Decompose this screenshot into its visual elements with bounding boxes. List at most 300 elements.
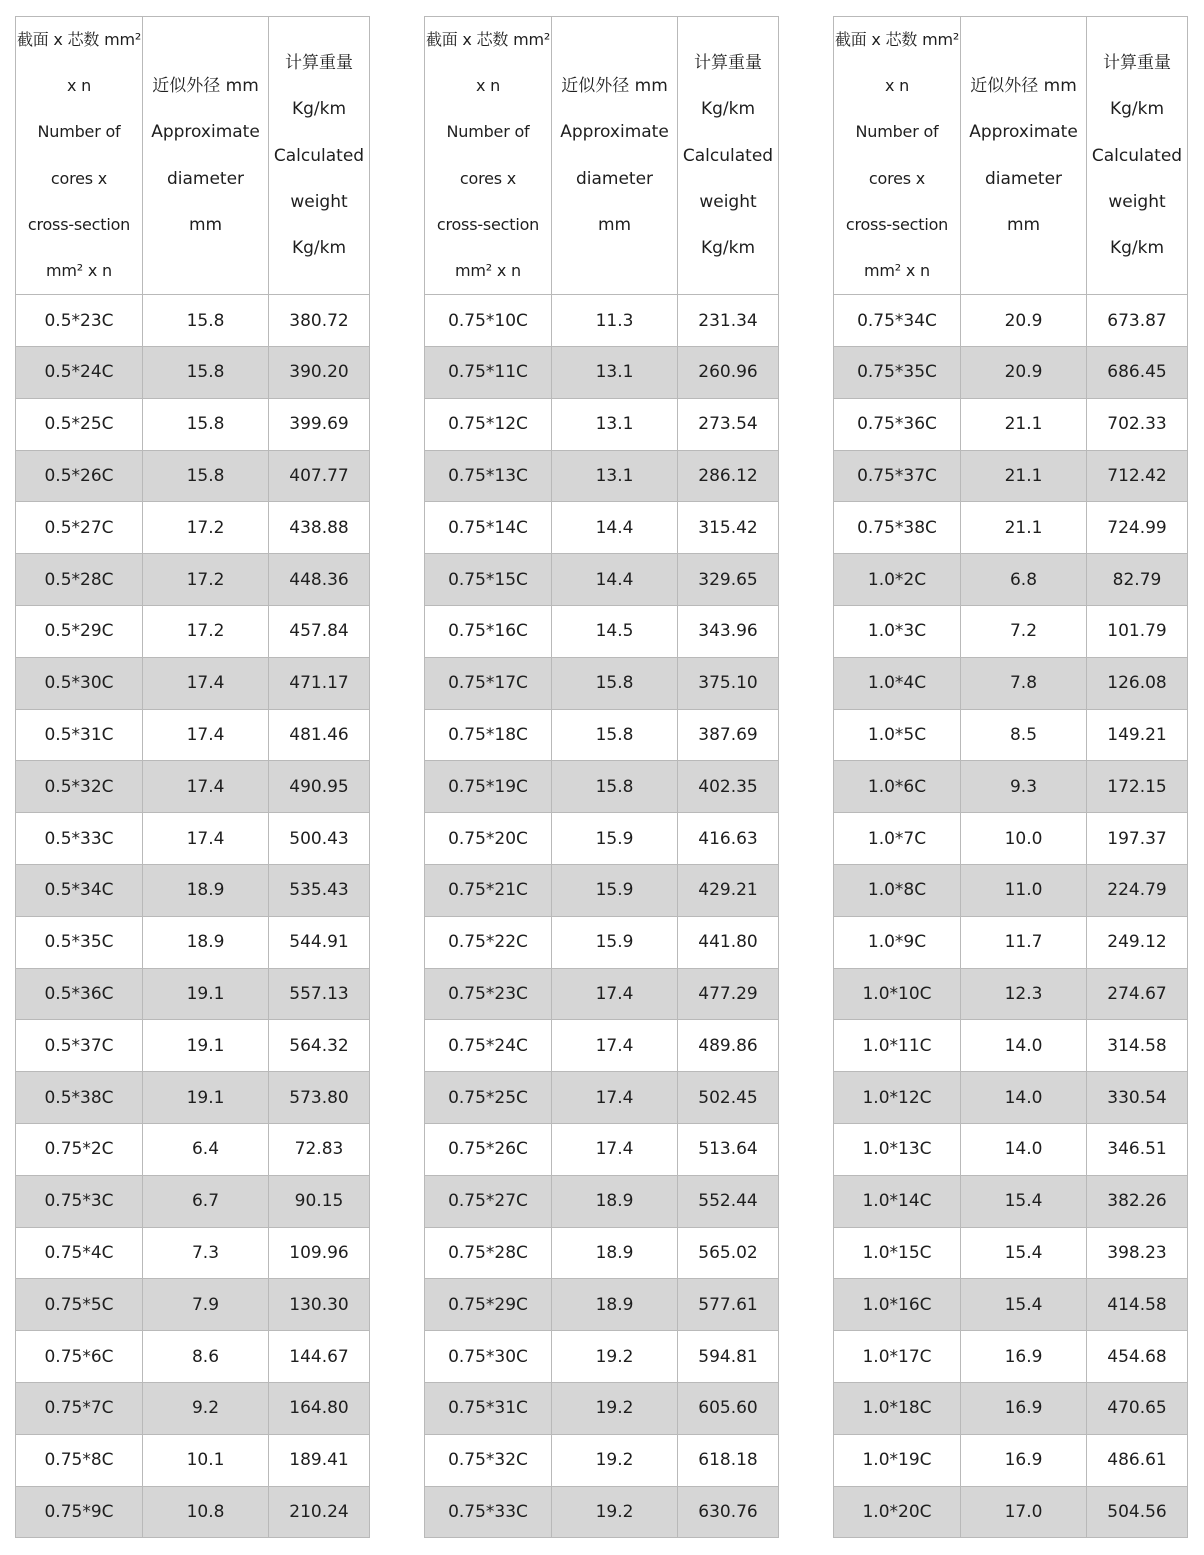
table-row [834, 347, 1188, 399]
header-row [834, 17, 1188, 295]
cell-diameter: 14.4 [552, 502, 678, 554]
cell-weight: 605.60 [678, 1382, 779, 1434]
cell-cross-section: 0.5*38C [16, 1072, 143, 1124]
cell-weight: 273.54 [678, 398, 779, 450]
cell-diameter: 19.2 [552, 1434, 678, 1486]
cell-weight: 454.68 [1087, 1331, 1188, 1383]
table-row [834, 502, 1188, 554]
table-row [834, 1382, 1188, 1434]
cell-diameter: 16.9 [961, 1382, 1087, 1434]
cell-weight: 286.12 [678, 450, 779, 502]
cell-weight: 390.20 [269, 347, 370, 399]
cell-diameter: 18.9 [552, 1227, 678, 1279]
cell-weight: 686.45 [1087, 347, 1188, 399]
cell-weight: 557.13 [269, 968, 370, 1020]
cell-cross-section: 0.75*34C [834, 295, 961, 347]
header-weight: 计算重量 Kg/km Calculated weight Kg/km [1087, 17, 1188, 295]
cell-cross-section: 0.5*29C [16, 606, 143, 658]
table-row [834, 1434, 1188, 1486]
cell-weight: 471.17 [269, 657, 370, 709]
table-row [425, 1123, 779, 1175]
table-row [834, 295, 1188, 347]
cell-weight: 618.18 [678, 1434, 779, 1486]
table-row [16, 1486, 370, 1538]
header-row [16, 17, 370, 295]
cell-diameter: 19.2 [552, 1382, 678, 1434]
cell-cross-section: 0.5*37C [16, 1020, 143, 1072]
cell-weight: 552.44 [678, 1175, 779, 1227]
cell-weight: 126.08 [1087, 657, 1188, 709]
cell-diameter: 19.1 [143, 1072, 269, 1124]
cell-diameter: 17.4 [552, 1123, 678, 1175]
table-row [425, 1279, 779, 1331]
cell-weight: 702.33 [1087, 398, 1188, 450]
table-row [16, 295, 370, 347]
cell-diameter: 15.8 [143, 295, 269, 347]
header-cross-section: 截面 x 芯数 mm² x n Number of cores x cross-section mm² x n [425, 17, 552, 295]
cell-cross-section: 1.0*7C [834, 813, 961, 865]
cell-weight: 399.69 [269, 398, 370, 450]
cell-diameter: 20.9 [961, 347, 1087, 399]
table-row [834, 1072, 1188, 1124]
cell-weight: 398.23 [1087, 1227, 1188, 1279]
table-row [834, 1175, 1188, 1227]
cell-cross-section: 0.75*36C [834, 398, 961, 450]
table-row [16, 502, 370, 554]
cell-cross-section: 0.75*20C [425, 813, 552, 865]
cell-diameter: 15.4 [961, 1175, 1087, 1227]
cell-cross-section: 0.75*24C [425, 1020, 552, 1072]
cell-diameter: 14.0 [961, 1072, 1087, 1124]
table-row [425, 657, 779, 709]
cell-cross-section: 0.75*19C [425, 761, 552, 813]
cell-cross-section: 0.5*24C [16, 347, 143, 399]
cell-cross-section: 0.75*29C [425, 1279, 552, 1331]
cell-cross-section: 0.5*23C [16, 295, 143, 347]
cell-weight: 470.65 [1087, 1382, 1188, 1434]
cell-diameter: 17.0 [961, 1486, 1087, 1538]
cell-weight: 416.63 [678, 813, 779, 865]
cell-diameter: 18.9 [552, 1279, 678, 1331]
cell-diameter: 15.9 [552, 916, 678, 968]
cell-diameter: 14.0 [961, 1123, 1087, 1175]
cell-cross-section: 0.75*3C [16, 1175, 143, 1227]
cell-weight: 544.91 [269, 916, 370, 968]
cell-weight: 477.29 [678, 968, 779, 1020]
cell-cross-section: 1.0*5C [834, 709, 961, 761]
cell-cross-section: 0.75*9C [16, 1486, 143, 1538]
cell-cross-section: 0.5*26C [16, 450, 143, 502]
cell-weight: 564.32 [269, 1020, 370, 1072]
cell-weight: 210.24 [269, 1486, 370, 1538]
table-row [16, 398, 370, 450]
cell-diameter: 7.9 [143, 1279, 269, 1331]
cell-diameter: 15.8 [143, 398, 269, 450]
cable-spec-table-2 [424, 16, 779, 1538]
cell-diameter: 19.1 [143, 968, 269, 1020]
header-cross-section: 截面 x 芯数 mm² x n Number of cores x cross-section mm² x n [834, 17, 961, 295]
cell-cross-section: 0.75*11C [425, 347, 552, 399]
table-row [834, 1486, 1188, 1538]
table-row [16, 1072, 370, 1124]
table-row [16, 813, 370, 865]
cell-cross-section: 0.75*38C [834, 502, 961, 554]
cell-diameter: 13.1 [552, 450, 678, 502]
cell-diameter: 7.2 [961, 606, 1087, 658]
table-row [425, 450, 779, 502]
cell-weight: 346.51 [1087, 1123, 1188, 1175]
table-row [16, 1123, 370, 1175]
cell-weight: 438.88 [269, 502, 370, 554]
header-weight: 计算重量 Kg/km Calculated weight Kg/km [678, 17, 779, 295]
table-row [425, 295, 779, 347]
cell-cross-section: 1.0*9C [834, 916, 961, 968]
cell-weight: 414.58 [1087, 1279, 1188, 1331]
cell-diameter: 9.3 [961, 761, 1087, 813]
cell-diameter: 18.9 [552, 1175, 678, 1227]
table-row [834, 709, 1188, 761]
cell-cross-section: 0.75*33C [425, 1486, 552, 1538]
cell-weight: 109.96 [269, 1227, 370, 1279]
cell-diameter: 15.9 [552, 813, 678, 865]
table-row [425, 1227, 779, 1279]
table-row [425, 606, 779, 658]
cell-cross-section: 1.0*19C [834, 1434, 961, 1486]
cell-weight: 164.80 [269, 1382, 370, 1434]
table-row [834, 1227, 1188, 1279]
table-row [834, 761, 1188, 813]
table-row [425, 1331, 779, 1383]
cell-diameter: 11.3 [552, 295, 678, 347]
cell-weight: 457.84 [269, 606, 370, 658]
cell-diameter: 15.4 [961, 1227, 1087, 1279]
cell-weight: 130.30 [269, 1279, 370, 1331]
cell-diameter: 17.4 [552, 968, 678, 1020]
table-row [16, 1227, 370, 1279]
table-row [16, 1434, 370, 1486]
cell-diameter: 6.8 [961, 554, 1087, 606]
cell-diameter: 21.1 [961, 502, 1087, 554]
cell-cross-section: 0.75*23C [425, 968, 552, 1020]
table-row [16, 1382, 370, 1434]
cell-cross-section: 1.0*16C [834, 1279, 961, 1331]
table-row [834, 657, 1188, 709]
cell-cross-section: 0.75*2C [16, 1123, 143, 1175]
cell-diameter: 8.6 [143, 1331, 269, 1383]
table-row [16, 347, 370, 399]
cell-weight: 329.65 [678, 554, 779, 606]
table-row [16, 1020, 370, 1072]
cell-weight: 172.15 [1087, 761, 1188, 813]
cell-weight: 441.80 [678, 916, 779, 968]
cell-diameter: 13.1 [552, 347, 678, 399]
cell-weight: 382.26 [1087, 1175, 1188, 1227]
cell-cross-section: 0.75*15C [425, 554, 552, 606]
table-row [425, 916, 779, 968]
cell-diameter: 17.2 [143, 606, 269, 658]
table-row [16, 1279, 370, 1331]
table-row [425, 709, 779, 761]
table-row [425, 1434, 779, 1486]
table-row [834, 1279, 1188, 1331]
table-row [425, 398, 779, 450]
cell-weight: 189.41 [269, 1434, 370, 1486]
cell-diameter: 19.1 [143, 1020, 269, 1072]
cell-diameter: 15.8 [143, 450, 269, 502]
cell-weight: 573.80 [269, 1072, 370, 1124]
table-row [16, 864, 370, 916]
cell-weight: 565.02 [678, 1227, 779, 1279]
cell-cross-section: 0.75*5C [16, 1279, 143, 1331]
cell-cross-section: 0.75*4C [16, 1227, 143, 1279]
cell-cross-section: 0.75*27C [425, 1175, 552, 1227]
cell-diameter: 13.1 [552, 398, 678, 450]
cell-cross-section: 1.0*15C [834, 1227, 961, 1279]
cell-weight: 724.99 [1087, 502, 1188, 554]
cell-cross-section: 1.0*17C [834, 1331, 961, 1383]
cell-cross-section: 1.0*20C [834, 1486, 961, 1538]
table-row [425, 1486, 779, 1538]
cell-diameter: 18.9 [143, 864, 269, 916]
cell-cross-section: 1.0*11C [834, 1020, 961, 1072]
cell-cross-section: 1.0*8C [834, 864, 961, 916]
cell-weight: 407.77 [269, 450, 370, 502]
table-row [16, 1331, 370, 1383]
cell-cross-section: 0.75*21C [425, 864, 552, 916]
table-row [834, 450, 1188, 502]
cell-diameter: 10.8 [143, 1486, 269, 1538]
cell-cross-section: 0.75*37C [834, 450, 961, 502]
cell-diameter: 17.2 [143, 554, 269, 606]
cell-weight: 387.69 [678, 709, 779, 761]
cell-cross-section: 0.5*31C [16, 709, 143, 761]
cell-diameter: 9.2 [143, 1382, 269, 1434]
table-row [834, 968, 1188, 1020]
table-row [425, 1072, 779, 1124]
header-diameter: 近似外径 mm Approximate diameter mm [143, 17, 269, 295]
cell-weight: 712.42 [1087, 450, 1188, 502]
cell-weight: 673.87 [1087, 295, 1188, 347]
cell-weight: 402.35 [678, 761, 779, 813]
cell-cross-section: 0.5*32C [16, 761, 143, 813]
cell-weight: 330.54 [1087, 1072, 1188, 1124]
table-row [834, 1123, 1188, 1175]
cell-diameter: 14.5 [552, 606, 678, 658]
cell-cross-section: 0.5*27C [16, 502, 143, 554]
cell-weight: 429.21 [678, 864, 779, 916]
cell-diameter: 14.0 [961, 1020, 1087, 1072]
cell-diameter: 17.2 [143, 502, 269, 554]
cell-weight: 375.10 [678, 657, 779, 709]
table-row [425, 1382, 779, 1434]
cell-cross-section: 0.75*10C [425, 295, 552, 347]
cell-cross-section: 1.0*13C [834, 1123, 961, 1175]
cell-weight: 101.79 [1087, 606, 1188, 658]
cell-weight: 504.56 [1087, 1486, 1188, 1538]
cell-diameter: 17.4 [552, 1072, 678, 1124]
cell-cross-section: 0.75*31C [425, 1382, 552, 1434]
cell-weight: 481.46 [269, 709, 370, 761]
cell-cross-section: 1.0*10C [834, 968, 961, 1020]
table-row [425, 1020, 779, 1072]
cell-cross-section: 0.5*36C [16, 968, 143, 1020]
cell-diameter: 18.9 [143, 916, 269, 968]
cell-diameter: 17.4 [143, 657, 269, 709]
cell-cross-section: 0.75*8C [16, 1434, 143, 1486]
cell-cross-section: 0.5*25C [16, 398, 143, 450]
cell-cross-section: 0.75*6C [16, 1331, 143, 1383]
cell-diameter: 17.4 [552, 1020, 678, 1072]
cell-weight: 90.15 [269, 1175, 370, 1227]
cell-diameter: 11.0 [961, 864, 1087, 916]
cell-weight: 149.21 [1087, 709, 1188, 761]
cell-diameter: 12.3 [961, 968, 1087, 1020]
cell-diameter: 17.4 [143, 709, 269, 761]
cell-diameter: 7.8 [961, 657, 1087, 709]
table-row [16, 761, 370, 813]
cell-weight: 486.61 [1087, 1434, 1188, 1486]
cell-diameter: 8.5 [961, 709, 1087, 761]
cell-cross-section: 0.75*25C [425, 1072, 552, 1124]
cell-cross-section: 0.75*26C [425, 1123, 552, 1175]
cell-weight: 72.83 [269, 1123, 370, 1175]
cell-cross-section: 0.75*12C [425, 398, 552, 450]
cell-cross-section: 0.75*16C [425, 606, 552, 658]
table-row [16, 606, 370, 658]
cell-cross-section: 0.75*32C [425, 1434, 552, 1486]
cell-diameter: 6.7 [143, 1175, 269, 1227]
table-row [834, 1020, 1188, 1072]
cell-weight: 380.72 [269, 295, 370, 347]
cell-weight: 274.67 [1087, 968, 1188, 1020]
cell-weight: 260.96 [678, 347, 779, 399]
cell-cross-section: 0.75*35C [834, 347, 961, 399]
cell-diameter: 15.8 [552, 657, 678, 709]
cell-diameter: 10.0 [961, 813, 1087, 865]
cell-diameter: 15.4 [961, 1279, 1087, 1331]
table-row [425, 813, 779, 865]
cell-cross-section: 0.5*35C [16, 916, 143, 968]
cell-cross-section: 1.0*18C [834, 1382, 961, 1434]
header-diameter: 近似外径 mm Approximate diameter mm [961, 17, 1087, 295]
cell-weight: 249.12 [1087, 916, 1188, 968]
cell-cross-section: 0.5*28C [16, 554, 143, 606]
cell-diameter: 7.3 [143, 1227, 269, 1279]
cell-diameter: 19.2 [552, 1486, 678, 1538]
cell-diameter: 10.1 [143, 1434, 269, 1486]
cell-weight: 343.96 [678, 606, 779, 658]
cell-diameter: 17.4 [143, 813, 269, 865]
table-row [16, 450, 370, 502]
cell-cross-section: 0.75*13C [425, 450, 552, 502]
cell-weight: 500.43 [269, 813, 370, 865]
cell-diameter: 15.8 [552, 709, 678, 761]
cell-cross-section: 0.75*7C [16, 1382, 143, 1434]
cell-cross-section: 0.75*18C [425, 709, 552, 761]
table-row [16, 657, 370, 709]
cable-spec-table-3 [833, 16, 1188, 1538]
cell-weight: 314.58 [1087, 1020, 1188, 1072]
cell-diameter: 21.1 [961, 398, 1087, 450]
cell-cross-section: 1.0*4C [834, 657, 961, 709]
cell-cross-section: 1.0*6C [834, 761, 961, 813]
cell-diameter: 19.2 [552, 1331, 678, 1383]
cell-diameter: 14.4 [552, 554, 678, 606]
cell-diameter: 21.1 [961, 450, 1087, 502]
cell-weight: 513.64 [678, 1123, 779, 1175]
cell-weight: 144.67 [269, 1331, 370, 1383]
cell-cross-section: 0.75*30C [425, 1331, 552, 1383]
cell-weight: 231.34 [678, 295, 779, 347]
table-row [425, 347, 779, 399]
cell-weight: 594.81 [678, 1331, 779, 1383]
cell-weight: 630.76 [678, 1486, 779, 1538]
cell-weight: 535.43 [269, 864, 370, 916]
cell-weight: 197.37 [1087, 813, 1188, 865]
cell-cross-section: 0.75*28C [425, 1227, 552, 1279]
table-row [425, 502, 779, 554]
cell-cross-section: 0.75*17C [425, 657, 552, 709]
cell-weight: 448.36 [269, 554, 370, 606]
cell-weight: 82.79 [1087, 554, 1188, 606]
header-cross-section: 截面 x 芯数 mm² x n Number of cores x cross-section mm² x n [16, 17, 143, 295]
table-row [425, 554, 779, 606]
table-row [834, 398, 1188, 450]
cell-diameter: 11.7 [961, 916, 1087, 968]
cell-diameter: 15.8 [552, 761, 678, 813]
cell-weight: 224.79 [1087, 864, 1188, 916]
cell-diameter: 17.4 [143, 761, 269, 813]
cell-diameter: 15.8 [143, 347, 269, 399]
header-row [425, 17, 779, 295]
table-row [834, 606, 1188, 658]
table-row [16, 916, 370, 968]
cable-spec-table-1 [15, 16, 370, 1538]
cell-cross-section: 1.0*12C [834, 1072, 961, 1124]
cell-cross-section: 0.75*22C [425, 916, 552, 968]
table-row [425, 864, 779, 916]
table-row [425, 968, 779, 1020]
table-row [834, 916, 1188, 968]
table-row [834, 813, 1188, 865]
cell-diameter: 16.9 [961, 1331, 1087, 1383]
table-row [16, 1175, 370, 1227]
cell-diameter: 6.4 [143, 1123, 269, 1175]
table-row [425, 761, 779, 813]
cell-weight: 577.61 [678, 1279, 779, 1331]
cell-diameter: 16.9 [961, 1434, 1087, 1486]
cell-cross-section: 0.5*34C [16, 864, 143, 916]
cell-weight: 490.95 [269, 761, 370, 813]
cell-cross-section: 1.0*3C [834, 606, 961, 658]
table-row [16, 709, 370, 761]
cell-diameter: 15.9 [552, 864, 678, 916]
cell-cross-section: 0.5*33C [16, 813, 143, 865]
table-row [834, 864, 1188, 916]
table-row [16, 554, 370, 606]
table-row [834, 554, 1188, 606]
header-diameter: 近似外径 mm Approximate diameter mm [552, 17, 678, 295]
table-row [425, 1175, 779, 1227]
cell-diameter: 20.9 [961, 295, 1087, 347]
table-row [16, 968, 370, 1020]
cell-cross-section: 0.75*14C [425, 502, 552, 554]
cell-cross-section: 1.0*14C [834, 1175, 961, 1227]
cell-weight: 502.45 [678, 1072, 779, 1124]
cell-weight: 315.42 [678, 502, 779, 554]
table-row [834, 1331, 1188, 1383]
cell-cross-section: 1.0*2C [834, 554, 961, 606]
